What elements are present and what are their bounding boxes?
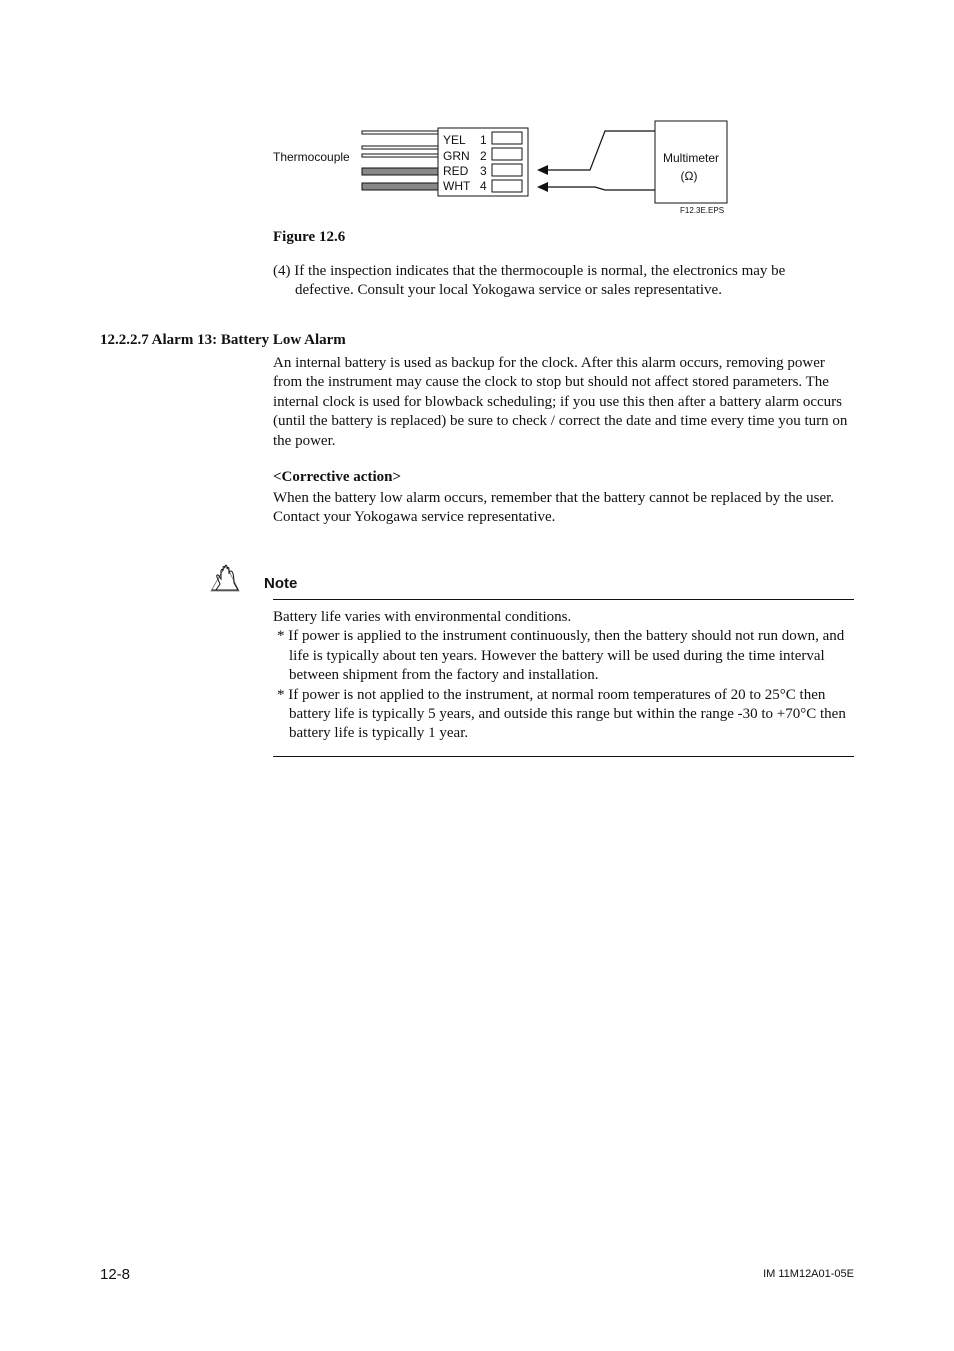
probe-leads (548, 131, 655, 190)
note-bullet-2: * If power is not applied to the instrument, at normal room temperatures of 20 to 25°C then battery life is typically 5 years, and outside this range but within the range -30 to +70°C then battery life is typically 1 year. (277, 686, 846, 742)
terminal-4-screw (492, 180, 522, 192)
terminal-2-screw (492, 148, 522, 160)
multimeter-label: Multimeter (662, 151, 720, 165)
multimeter-unit: (Ω) (680, 169, 698, 183)
terminal-3-color: RED (443, 164, 469, 178)
terminal-2-color: GRN (443, 149, 470, 163)
thermocouple-wires (362, 131, 438, 190)
note-body (273, 608, 857, 744)
terminal-1-number: 1 (480, 133, 487, 147)
arrow-icon (537, 165, 548, 175)
step-4-number: (4) (273, 263, 291, 279)
corrective-text: When the battery low alarm occurs, remember that the battery cannot be replaced by the user. Contact your Yokogawa service representative. (273, 490, 835, 526)
section-paragraph: An internal battery is used as backup for the clock. After this alarm occurs, removing power from the instrument may cause the clock to stop but should not affect stored parameters. The internal clock is used for blowback scheduling; if you use this then after a battery alarm occurs (until the battery is replaced) be sure to check / correct the date and time every time you turn on the power. (273, 355, 848, 449)
terminal-3-screw (492, 164, 522, 176)
terminal-4 (443, 179, 522, 193)
terminal-4-color: WHT (443, 179, 471, 193)
note-top-rule (273, 599, 854, 600)
note-bottom-rule (273, 756, 854, 757)
terminal-1-screw (492, 132, 522, 144)
corrective-heading: <Corrective action> (273, 469, 402, 485)
note-title: Note (264, 575, 298, 592)
page-number: 12-8 (100, 1266, 131, 1283)
terminal-2-number: 2 (480, 149, 487, 163)
step-4-text: If the inspection indicates that the thermocouple is normal, the electronics may be defective. Consult your local Yokogawa service or sales representative. (294, 263, 786, 299)
terminal-4-number: 4 (480, 179, 487, 193)
document-id: IM 11M12A01-05E (763, 1268, 854, 1280)
wiring-diagram (0, 0, 954, 230)
figure-file-tag: F12.3E.EPS (680, 206, 725, 215)
thermocouple-label: Thermocouple (273, 150, 350, 164)
note-intro: Battery life varies with environmental conditions. (273, 609, 572, 625)
arrow-icon (537, 182, 548, 192)
figure-caption: Figure 12.6 (273, 229, 346, 245)
terminal-3-number: 3 (480, 164, 487, 178)
step-4 (273, 262, 843, 301)
section-heading: 12.2.2.7 Alarm 13: Battery Low Alarm (100, 332, 346, 348)
note-bullet-1: * If power is applied to the instrument continuously, then the battery should not run down, and life is typically about ten years. However the battery will be used during the time interval between shipment from the factory and installation. (277, 628, 845, 684)
terminal-1-color: YEL (443, 133, 466, 147)
hand-icon (209, 563, 241, 593)
terminal-3 (443, 164, 522, 178)
